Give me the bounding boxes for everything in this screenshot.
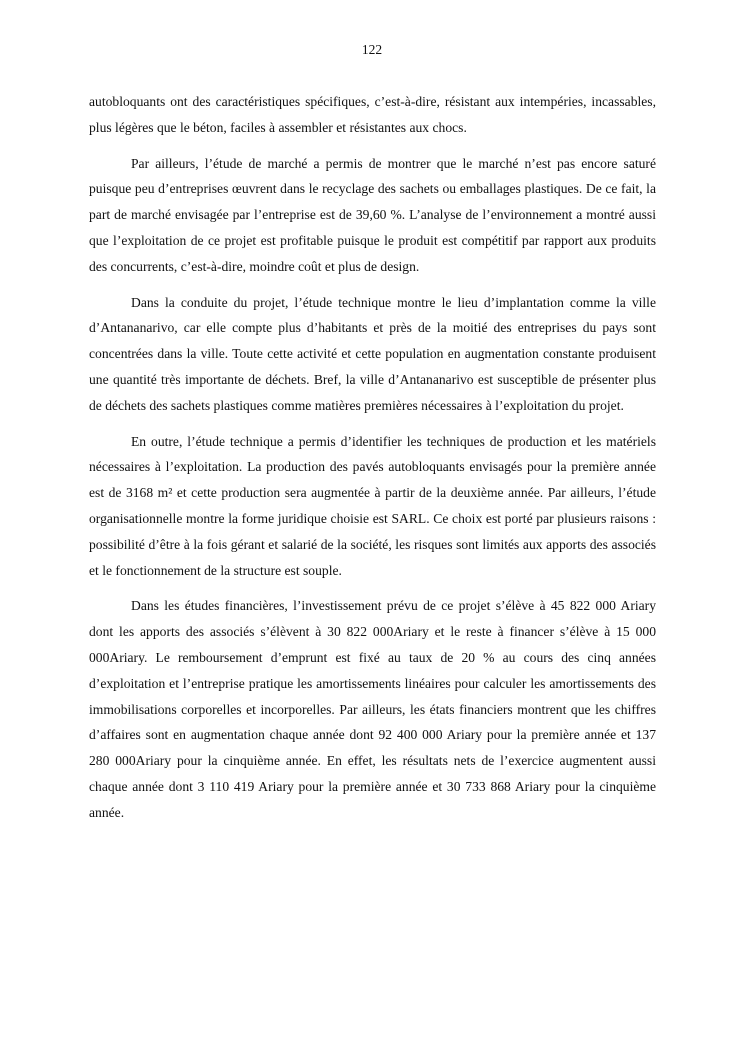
paragraph-project-location: Dans la conduite du projet, l’étude technique montre le lieu d’implantation comme la ville d’Antananarivo, car elle compte plus d’habitants et près de la moitié des entreprises du pays sont concentrées dans la ville. Toute cette activité et cette population en augmentation constante produisent une quantité très importante de déchets. Bref, la ville d’Antananarivo est susceptible de présenter plus de déchets des sachets plastiques comme matières premières nécessaires à l’exploitation du projet.	[89, 294, 656, 413]
paragraph-continuation: autobloquants ont des caractéristiques spécifiques, c’est-à-dire, résistant aux intempéries, incassables, plus légères que le béton, faciles à assembler et résistantes aux chocs.	[89, 94, 656, 135]
paragraph-technical-organization: En outre, l’étude technique a permis d’identifier les techniques de production et les matériels nécessaires à l’exploitation. La production des pavés autobloquants envisagés pour la première année est de 3168 m² et cette production sera augmentée à partir de la deuxième année. Par ailleurs, l’étude organisationnelle montre la forme juridique choisie est SARL. Ce choix est porté par plusieurs raisons : possibilité d’être à la fois gérant et salarié de la société, les risques sont limités aux apports des associés et le fonctionnement de la structure est souple.	[89, 433, 656, 578]
page-number: 122	[361, 42, 383, 57]
document-body	[89, 89, 656, 836]
paragraph-market-study: Par ailleurs, l’étude de marché a permis de montrer que le marché n’est pas encore saturé puisque peu d’entreprises œuvrent dans le recyclage des sachets ou emballages plastiques. De ce fait, la part de marché envisagée par l’entreprise est de 39,60 %. L’analyse de l’environnement a montré aussi que l’exploitation de ce projet est profitable puisque le produit est compétitif par rapport aux produits des concurrents, c’est-à-dire, moindre coût et plus de design.	[89, 155, 656, 274]
paragraph-financial-study: Dans les études financières, l’investissement prévu de ce projet s’élève à 45 822 000 Ariary dont les apports des associés s’élèvent à 30 822 000Ariary et le reste à financer s’élève à 15 000 000Ariary. Le remboursement d’emprunt est fixé au taux de 20 % au cours des cinq années d’exploitation et l’entreprise pratique les amortissements linéaires pour calculer les amortissements des immobilisations corporelles et incorporelles. Par ailleurs, les états financiers montrent que les chiffres d’affaires sont en augmentation chaque année dont 92 400 000 Ariary pour la première année et 137 280 000Ariary pour la cinquième année. En effet, les résultats nets de l’exercice augmentent aussi chaque année dont 3 110 419 Ariary pour la première année et 30 733 868 Ariary pour la cinquième année.	[89, 598, 656, 820]
